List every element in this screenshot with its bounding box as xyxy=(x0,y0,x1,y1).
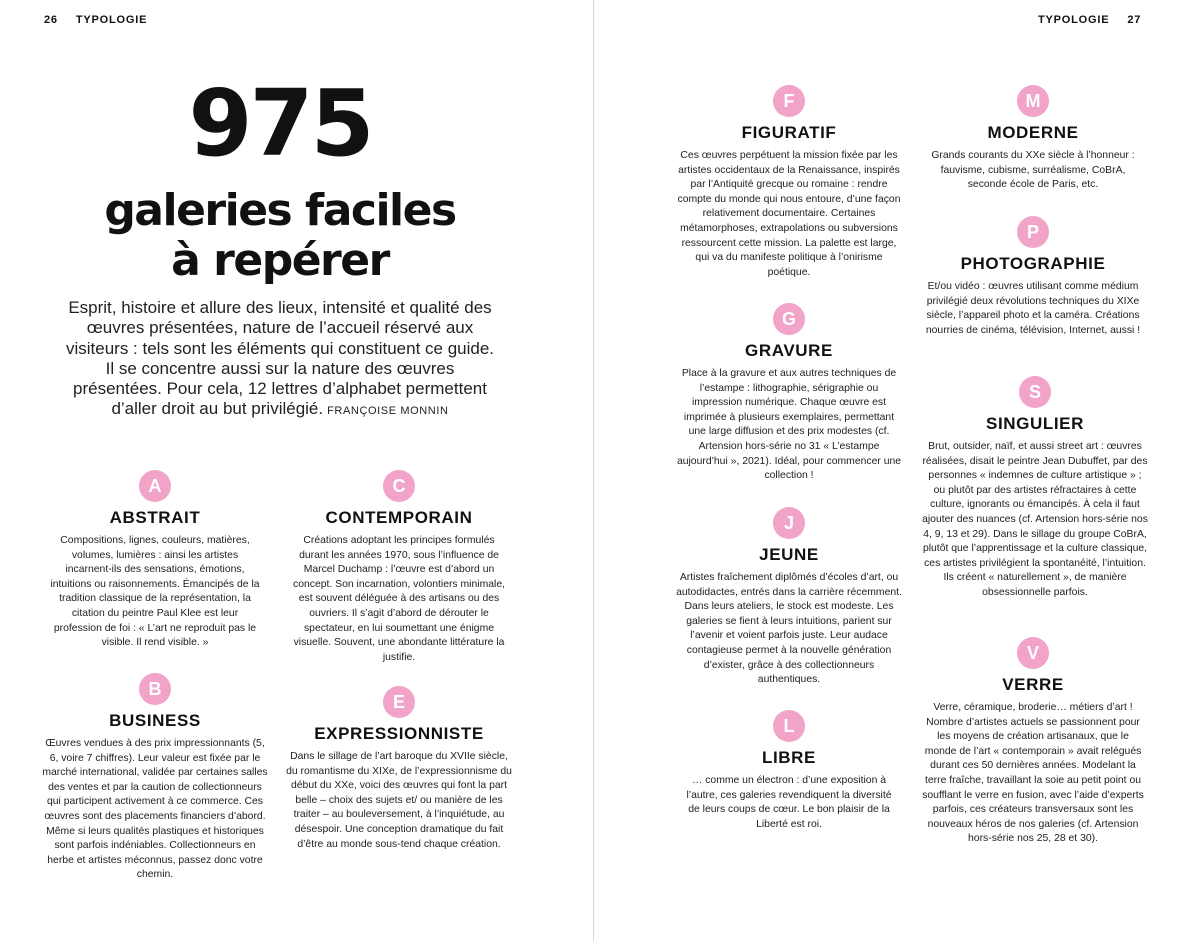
entry-title-contemporain: CONTEMPORAIN xyxy=(325,508,473,527)
headline-line-1: galeries faciles xyxy=(104,185,456,236)
letter-badge-j: J xyxy=(773,507,805,539)
letter-badge-b: B xyxy=(139,673,171,705)
intro-text: Esprit, histoire et allure des lieux, intensité et qualité des œuvres présentées, nature de l’accueil réservé aux visiteurs : tels sont les éléments qui constituent ce guide. Il se concentre aussi sur la nature des œuvres présentées. Pour cela, 12 lettres d’alphabet permettent d’aller droit au but privilégié. xyxy=(65,298,495,419)
entry-title-abstrait: ABSTRAIT xyxy=(109,508,201,527)
entry-text-verre: Verre, céramique, broderie… métiers d’art ! Nombre d’artistes actuels se passionnent pour les moyens de création artisanaux, que le monde de l’art « contemporain » avait relégués durant ces 50 dernières années. Modelant la terre fraîche, travaillant la soie au petit point ou soufflant le verre en fusion, avec l’aide d’experts parfois, ces créateurs transversaux sont les nouveaux héros de nos galeries (cf. Artension hors-série nos 25, 28 et 30). xyxy=(922,702,1144,845)
letter-badge-e: E xyxy=(383,686,415,718)
letter-badge-g: G xyxy=(773,303,805,335)
entry-text-jeune: Artistes fraîchement diplômés d’écoles d’art, ou autodidactes, entrés dans la carrière récemment. Dans leurs ateliers, le stock est modeste. Les galeries se fient à leurs intuitions, parient sur l’avenir et voient parfois juste. Leur audace contagieuse permet à la nouvelle génération d’exister, grâce à des collectionneurs authentiques. xyxy=(676,572,902,686)
entry-photographie xyxy=(922,216,1144,338)
entry-abstrait xyxy=(50,470,260,651)
entry-contemporain xyxy=(290,470,508,665)
entry-text-abstrait: Compositions, lignes, couleurs, matières, volumes, lumières : ainsi les artistes incarnent-ils des sensations, émotions, intuitions ou raisonnements. Émancipés de la tradition classique de la représentation, la citation du peintre Paul Klee est leur profession de foi : « L’art ne reproduit pas le visible. Il rend visible. » xyxy=(50,535,260,649)
entry-gravure xyxy=(676,303,902,484)
entry-title-business: BUSINESS xyxy=(109,711,201,730)
entry-text-contemporain: Créations adoptant les principes formulés durant les années 1970, sous l’influence de Marcel Duchamp : l’œuvre est d’abord un concept. Son incarnation, volontiers minimale, est souvent déléguée à des artisans ou des ouvriers. Il s’agit d’abord de dérouter le spectateur, en lui soumettant une énigme visuelle. Souvent, une abondante littérature la justifie. xyxy=(293,535,505,663)
entry-text-libre: … comme un électron : d’une exposition à l’autre, ces galeries revendiquent la diversité de leurs coups de cœur. Le bon plaisir de la Liberté est roi. xyxy=(686,775,892,830)
entry-singulier xyxy=(922,376,1148,601)
entry-text-figuratif: Ces œuvres perpétuent la mission fixée par les artistes occidentaux de la Renaissance, inspirés par l’Antiquité grecque ou romaine : rendre compte du monde qui nous entoure, d’une façon relativement documentaire. Certaines métamorphoses, extrapolations ou subversions ressourcent cette mission. La palette est large, qui va du manifeste politique à l’onirisme poétique. xyxy=(677,150,901,278)
left-running-header xyxy=(44,14,165,26)
entry-text-singulier: Brut, outsider, naïf, et aussi street art : œuvres réalisées, disait le peintre Jean Dubuffet, par des personnes « indemnes de culture artistique » ; ou plutôt par des artistes réfractaires à cette culture, ignorants ou émancipés. À cela il faut ajouter des nuances (cf. Artension hors-série nos 4, 9, 13 et 29). Dans le sillage du groupe CoBrA, plutôt que l’apprentissage et la culture classique, ces artistes privilégient la spontanéité, l’intuition. Ils créent « naturellement », de manière obsessionnelle parfois. xyxy=(922,441,1148,598)
right-section-label: TYPOLOGIE xyxy=(1038,14,1110,26)
right-page-number: 27 xyxy=(1127,14,1142,26)
letter-badge-l: L xyxy=(773,710,805,742)
entry-title-expressionniste: EXPRESSIONNISTE xyxy=(314,724,484,743)
entry-figuratif xyxy=(676,85,902,280)
letter-badge-m: M xyxy=(1017,85,1049,117)
entry-moderne xyxy=(922,85,1144,193)
entry-text-business: Œuvres vendues à des prix impressionnants (5, 6, voire 7 chiffres). Leur valeur est fixée par le marché international, validée par certaines salles des ventes et par la caution de collectionneurs qui participent activement à ce commerce. Ces œuvres sont des placements financiers d’abord. Même si leurs qualités plastiques et historiques sont parfois indéniables. Collectionneurs en herbe et artistes méconnus, passez donc votre chemin. xyxy=(42,738,268,881)
entry-title-libre: LIBRE xyxy=(762,748,816,767)
entry-text-photographie: Et/ou vidéo : œuvres utilisant comme médium privilégié deux révolutions techniques du XIXe siècle, l’appareil photo et la caméra. Créations nourries de cinéma, télévision, Internet, aussi ! xyxy=(925,281,1141,336)
letter-badge-c: C xyxy=(383,470,415,502)
headline-line-2: à repérer xyxy=(171,235,389,286)
entry-title-singulier: SINGULIER xyxy=(986,414,1084,433)
entry-title-verre: VERRE xyxy=(1002,675,1064,694)
entry-text-moderne: Grands courants du XXe siècle à l’honneur : fauvisme, cubisme, surréalisme, CoBrA, seconde école de Paris, etc. xyxy=(931,150,1135,191)
letter-badge-s: S xyxy=(1019,376,1051,408)
left-page-number: 26 xyxy=(44,14,58,26)
letter-badge-f: F xyxy=(773,85,805,117)
entry-title-gravure: GRAVURE xyxy=(745,341,833,360)
entry-title-jeune: JEUNE xyxy=(759,545,819,564)
entry-jeune xyxy=(676,507,902,688)
letter-badge-a: A xyxy=(139,470,171,502)
letter-badge-v: V xyxy=(1017,637,1049,669)
entry-title-figuratif: FIGURATIF xyxy=(741,123,837,142)
headline-number: 975 xyxy=(188,70,372,177)
entry-title-moderne: MODERNE xyxy=(987,123,1079,142)
entry-verre xyxy=(922,637,1144,847)
entry-expressionniste xyxy=(285,686,513,852)
intro-paragraph xyxy=(60,298,500,422)
letter-badge-p: P xyxy=(1017,216,1049,248)
right-running-header xyxy=(1038,14,1141,26)
page-gutter xyxy=(593,0,594,941)
headline-title xyxy=(0,186,560,286)
entry-text-gravure: Place à la gravure et aux autres techniques de l’estampe : lithographie, sérigraphie ou impression numérique. Chaque œuvre est imprimée à plusieurs exemplaires, permettant une large diffusion et des prix modestes (cf. Artension hors-série no 31 « L’estampe aujourd’hui », 2021). Idéal, pour commencer une collection ! xyxy=(676,368,902,482)
entry-business xyxy=(40,673,270,883)
entry-title-photographie: PHOTOGRAPHIE xyxy=(960,254,1106,273)
left-section-label: TYPOLOGIE xyxy=(75,14,148,26)
entry-libre xyxy=(686,710,892,832)
intro-author: FRANÇOISE MONNIN xyxy=(327,405,449,418)
entry-text-expressionniste: Dans le sillage de l’art baroque du XVIIe siècle, du romantisme du XIXe, de l’expressionnisme du début du XXe, voici des œuvres qui font la part belle – choix des sujets et/ ou manière de les traiter – au bouleversement, à l’inquiétude, au désespoir. Une conception dramatique du fait d’être au monde sous-tend chaque création. xyxy=(286,751,512,850)
